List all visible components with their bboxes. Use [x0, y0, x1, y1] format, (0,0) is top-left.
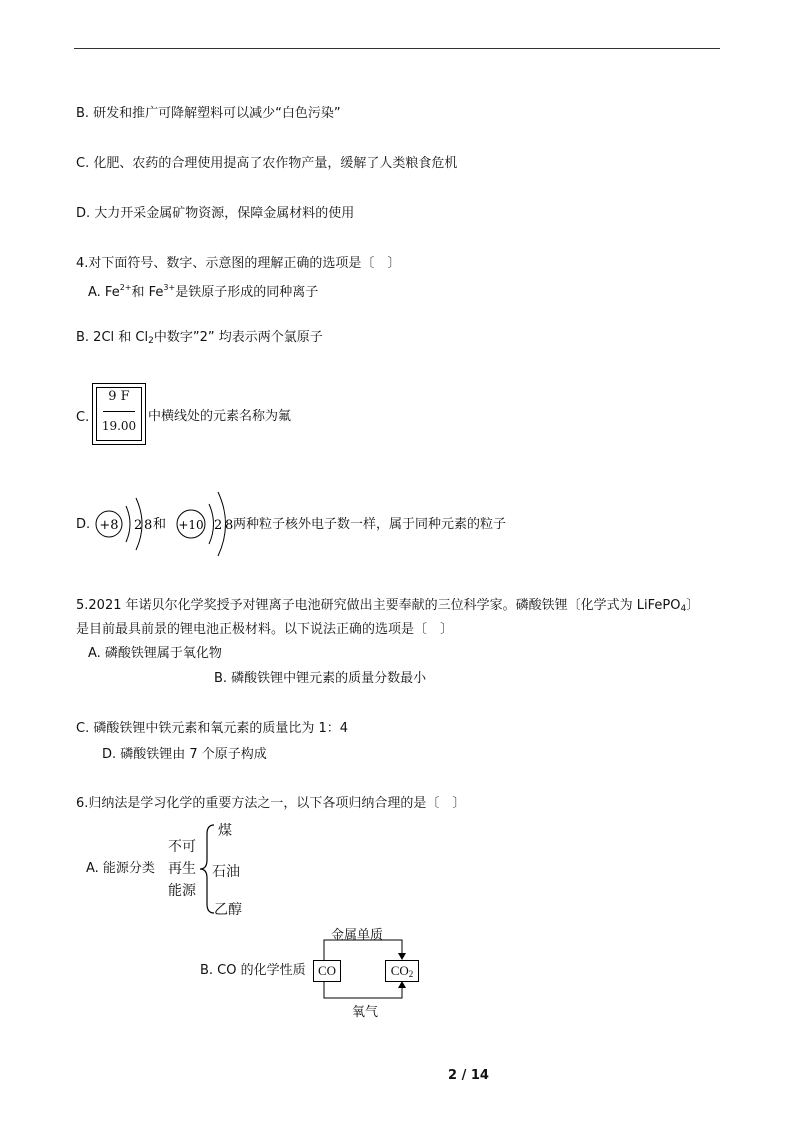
q4-option-a	[88, 279, 318, 302]
co2-text: CO	[390, 963, 409, 978]
q3-option-c: C. 化肥、农药的合理使用提高了农作物产量，缓解了人类粮食危机	[76, 156, 458, 171]
q5-option-a: A. 磷酸铁锂属于氧化物	[88, 646, 222, 661]
q5-stem-line2: 是目前最具前景的锂电池正极材料。以下说法正确的选项是〔 〕	[76, 622, 454, 637]
q4-option-b	[76, 329, 323, 350]
q5-stem1-sub: 4	[680, 604, 687, 614]
header-rule	[74, 48, 720, 49]
element-card-symbol: 9 F	[108, 389, 130, 404]
atom-diagrams	[90, 488, 250, 560]
q4-d-label: D.	[76, 517, 91, 532]
top-arrowhead	[398, 953, 406, 960]
q5-stem1-prefix: 5.2021 年诺贝尔化学奖授予对锂离子电池研究做出主要奉献的三位科学家。磷酸铁锂〔化学式为 LiFePO	[76, 598, 681, 613]
atom1-electrons-1: 2	[134, 518, 143, 533]
co2-box	[385, 960, 419, 982]
q6-a-group-line2: 再生	[168, 861, 196, 877]
atom1-shell-1	[126, 506, 130, 542]
q6-a-group-line3: 能源	[168, 883, 196, 899]
q6-a-label: A. 能源分类	[86, 861, 155, 876]
q4-a-suffix: 是铁原子形成的同种离子	[175, 285, 319, 300]
element-card-fluorine	[92, 383, 146, 445]
atom1-electrons-2: 8	[144, 518, 153, 533]
q3-option-d: D. 大力开采金属矿物资源，保障金属材料的使用	[76, 206, 355, 221]
q4-d-text: 两种粒子核外电子数一样，属于同种元素的粒子	[233, 517, 507, 532]
q6-stem: 6.归纳法是学习化学的重要方法之一，以下各项归纳合理的是〔 〕	[76, 796, 466, 811]
page-separator: /	[461, 1068, 467, 1083]
q6-a-item-oil: 石油	[212, 864, 240, 880]
q4-a-prefix: A. Fe	[88, 285, 120, 300]
q5-option-c: C. 磷酸铁锂中铁元素和氧元素的质量比为 1：4	[76, 721, 349, 736]
q6-b-bottom-label: 氧气	[352, 1005, 379, 1020]
element-card-blank-line	[103, 411, 135, 412]
co2-sub: 2	[408, 969, 414, 979]
q5-stem-line1	[76, 597, 699, 618]
q4-b-prefix: B. 2Cl 和 Cl	[76, 330, 149, 345]
q6-a-item-coal: 煤	[218, 823, 232, 839]
atom2-nucleus-text: +10	[178, 518, 204, 532]
q4-stem: 4.对下面符号、数字、示意图的理解正确的选项是〔 〕	[76, 256, 401, 271]
q6-a-item-ethanol: 乙醇	[214, 902, 242, 918]
atom2-electrons-2: 8	[225, 518, 234, 533]
atom2-electrons-1: 2	[214, 518, 223, 533]
q4-c-text: 中横线处的元素名称为氟	[148, 409, 292, 424]
element-card-mass: 19.00	[101, 419, 137, 433]
page-number	[448, 1068, 489, 1083]
atom-and-text: 和	[153, 517, 167, 532]
q6-a-group-line1: 不可	[168, 839, 196, 855]
top-arrow-line	[324, 940, 402, 960]
q4-a-sup1: 2+	[119, 283, 132, 292]
bottom-arrow-line	[324, 982, 402, 998]
q5-option-b: B. 磷酸铁锂中锂元素的质量分数最小	[214, 671, 427, 686]
atom2-shell-1	[209, 504, 214, 544]
q6-b-label: B. CO 的化学性质	[200, 963, 306, 978]
page-total: 14	[470, 1068, 489, 1083]
page-current: 2	[448, 1068, 458, 1083]
q4-a-sup2: 3+	[163, 283, 176, 292]
q4-c-label: C.	[76, 410, 90, 425]
q4-b-sub: 2	[148, 336, 154, 346]
q4-a-mid: 和 Fe	[131, 285, 164, 300]
co-box: CO	[313, 960, 341, 982]
q6-b-top-label: 金属单质	[331, 928, 384, 943]
q3-option-b: B. 研发和推广可降解塑料可以减少“白色污染”	[76, 106, 341, 121]
atom1-nucleus-text: +8	[99, 518, 119, 533]
q4-b-suffix: 中数字”2” 均表示两个氯原子	[153, 330, 323, 345]
q5-stem1-suffix: 〕	[686, 598, 700, 613]
q5-option-d: D. 磷酸铁锂由 7 个原子构成	[102, 747, 267, 762]
